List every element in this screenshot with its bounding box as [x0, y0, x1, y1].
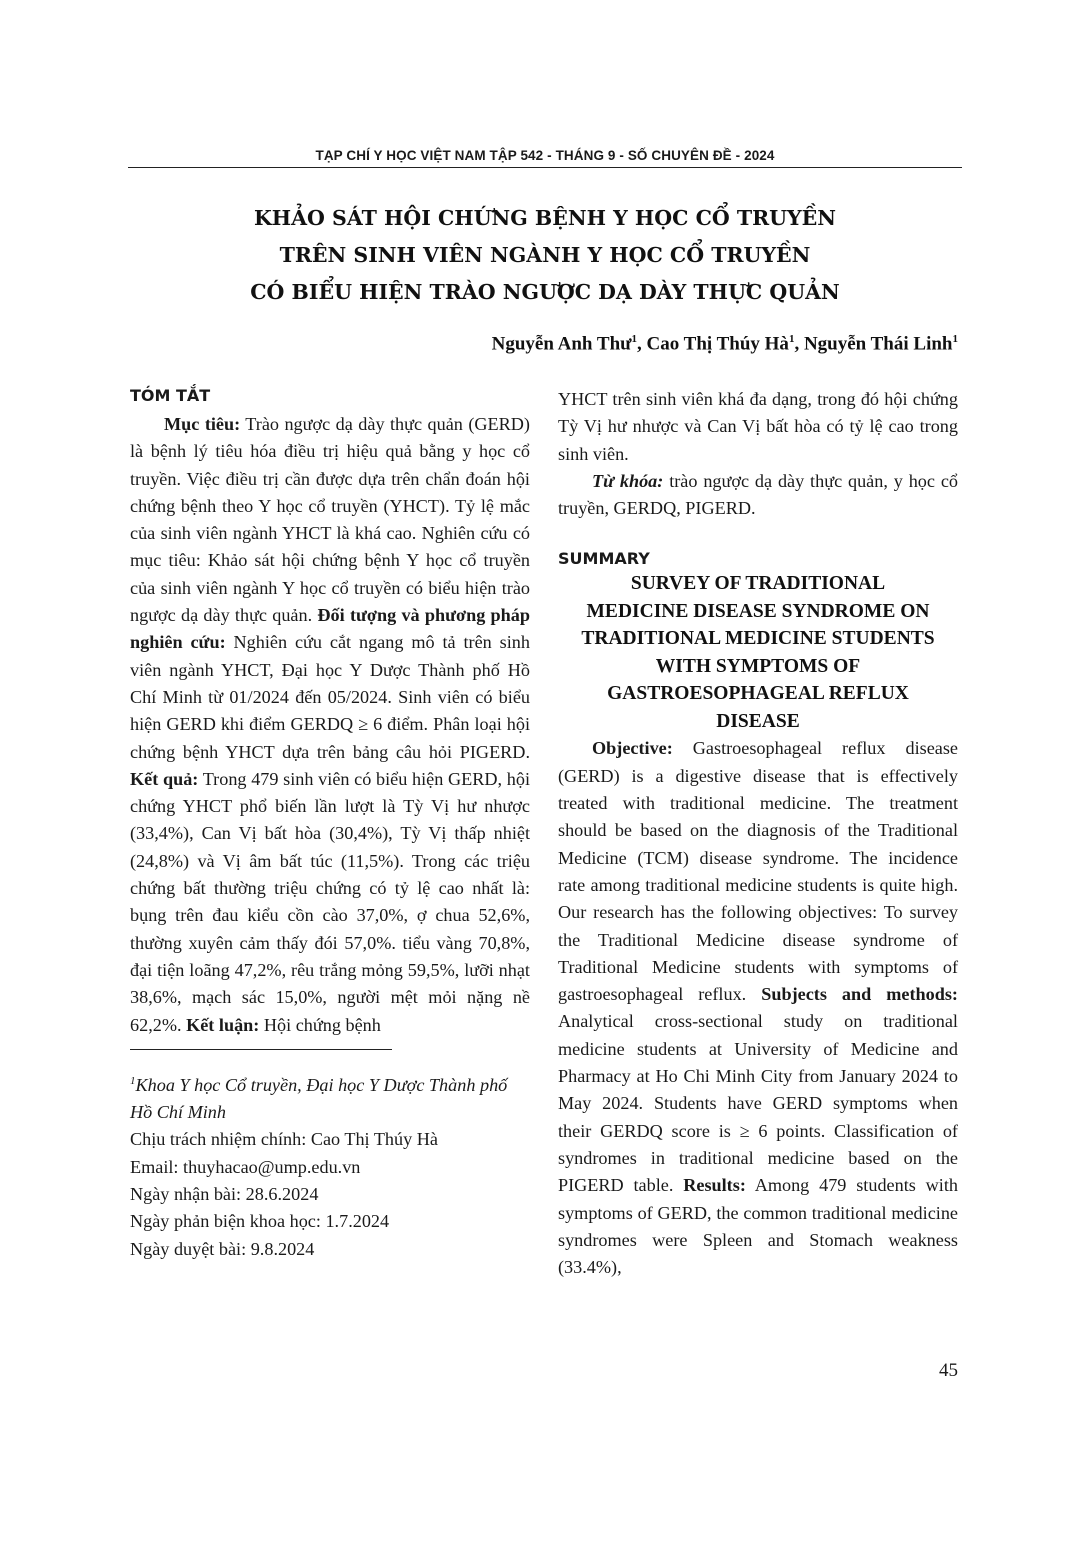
- author-separator: ,: [637, 333, 647, 355]
- email-line: Email: thuyhacao@ump.edu.vn: [130, 1156, 361, 1177]
- objective-label: Mục tiêu:: [164, 414, 241, 434]
- results-text: Trong 479 sinh viên có biểu hiện GERD, hội chứng YHCT phổ biến lần lượt là Tỳ Vị hư nhược (33,4%), Can Vị bất hòa (30,4%), Tỳ Vị thấp nhiệt (24,8%) và Vị âm bất túc (11,5%). Trong các triệu chứng bất thường triệu chứng có tỷ lệ cao nhất là: bụng trên đau kiểu cồn cào 37,0%, ợ chua 52,6%, thường xuyên cảm thấy đói 57,0%. tiểu vàng 70,8%, đại tiện loãng 47,2%, rêu trắng mỏng 59,5%, lưỡi nhạt 38,6%, mạch sác 15,0%, người mệt mỏi nặng nề 62,2%.: [130, 768, 530, 1035]
- footnote-rule: [130, 1049, 392, 1050]
- english-title: [558, 570, 958, 735]
- title-line-3: CÓ BIỂU HIỆN TRÀO NGƯỢC DẠ DÀY THỰC QUẢN: [250, 280, 840, 304]
- keywords-label: Từ khóa:: [592, 470, 664, 491]
- review-date: Ngày phản biện khoa học: 1.7.2024: [130, 1211, 390, 1232]
- running-head: TẠP CHÍ Y HỌC VIỆT NAM TẬP 542 - THÁNG 9 - SỐ CHUYÊN ĐỀ - 2024: [315, 148, 775, 163]
- right-column: [558, 386, 958, 1281]
- en-results-label: Results:: [683, 1175, 746, 1196]
- abstract-vi-heading: TÓM TẮT: [130, 386, 211, 405]
- en-objective-label: Objective:: [592, 738, 673, 759]
- author-name: Nguyễn Anh Thư: [491, 333, 632, 355]
- author-list: [492, 333, 958, 355]
- results-label: Kết quả:: [130, 768, 199, 789]
- author-affiliation-mark: 1: [788, 333, 795, 345]
- title-line-2: TRÊN SINH VIÊN NGÀNH Y HỌC CỔ TRUYỀN: [279, 243, 811, 267]
- en-methods-text: Analytical cross-sectional study on traditional medicine students at University of Medicine and Pharmacy at Ho Chi Minh City from January 2024 to May 2024. Students have GERD symptoms when their GERDQ score is ≥ 6 points. Classification of syndromes in traditional medicine based on the PIGERD table.: [558, 1011, 958, 1196]
- left-column: [130, 386, 530, 1263]
- en-results-text: Among 479 students with symptoms of GERD, the common traditional medicine syndromes were Spleen and Stomach weakness (33.4%),: [558, 1175, 958, 1278]
- author-affiliation-mark: 1: [631, 333, 638, 345]
- author-separator: ,: [794, 333, 804, 355]
- en-title-line-1: SURVEY OF TRADITIONAL: [630, 573, 886, 595]
- summary-heading: SUMMARY: [558, 549, 650, 569]
- affiliation-text: Khoa Y học Cổ truyền, Đại học Y Dược Thành phố Hồ Chí Minh: [130, 1074, 508, 1123]
- en-title-line-2: MEDICINE DISEASE SYNDROME ON: [586, 600, 930, 622]
- methods-label: Đối tượng và phương pháp nghiên cứu:: [130, 605, 530, 653]
- en-title-line-4: WITH SYMPTOMS OF: [655, 655, 861, 677]
- header-rule: [128, 167, 962, 168]
- affiliation-mark: 1: [130, 1074, 136, 1087]
- en-title-line-5: GASTROESOPHAGEAL REFLUX: [607, 683, 909, 705]
- en-title-line-6: DISEASE: [716, 710, 800, 732]
- author-name: Cao Thị Thúy Hà: [646, 333, 789, 355]
- objective-text: Trào ngược dạ dày thực quản (GERD) là bệnh lý tiêu hóa điều trị hiệu quả bằng y học cổ truyền. Việc điều trị cần được dựa trên chẩn đoán hội chứng bệnh theo Y học cổ truyền (YHCT). Tỷ lệ mắc của sinh viên ngành YHCT là khá cao. Nghiên cứu có mục tiêu: Khảo sát hội chứng bệnh Y học cổ truyền của sinh viên ngành Y học cổ truyền có biểu hiện trào ngược dạ dày thực quản.: [130, 414, 530, 626]
- en-methods-label: Subjects and methods:: [761, 984, 958, 1005]
- en-title-line-3: TRADITIONAL MEDICINE STUDENTS: [581, 628, 935, 650]
- conclusion-continued: YHCT trên sinh viên khá đa dạng, trong đó hội chứng Tỳ Vị hư nhược và Can Vị bất hòa có tỷ lệ cao trong sinh viên.: [558, 389, 958, 464]
- author-affiliation-mark: 1: [952, 333, 958, 345]
- conclusion-text-start: Hội chứng bệnh: [259, 1014, 381, 1035]
- keywords-text: trào ngược dạ dày thực quản, y học cổ truyền, GERDQ, PIGERD.: [558, 470, 958, 519]
- affiliation-footnote: [130, 1068, 530, 1127]
- conclusion-label: Kết luận:: [186, 1014, 260, 1035]
- summary-en-paragraph: [558, 735, 958, 1281]
- corresponding-author: Chịu trách nhiệm chính: Cao Thị Thúy Hà: [130, 1129, 438, 1150]
- accepted-date: Ngày duyệt bài: 9.8.2024: [130, 1238, 315, 1259]
- keywords-paragraph: [558, 468, 958, 523]
- article-title: [128, 200, 962, 311]
- title-line-1: KHẢO SÁT HỘI CHỨNG BỆNH Y HỌC CỔ TRUYỀN: [253, 206, 837, 230]
- methods-text: Nghiên cứu cắt ngang mô tả trên sinh viên ngành YHCT, Đại học Y Dược Thành phố Hồ Chí Minh từ 01/2024 đến 05/2024. Sinh viên có biểu hiện GERD khi điểm GERDQ ≥ 6 điểm. Phân loại hội chứng bệnh YHCT dựa trên bảng câu hỏi PIGERD.: [130, 632, 530, 762]
- author-name: Nguyễn Thái Linh: [803, 333, 953, 355]
- received-date: Ngày nhận bài: 28.6.2024: [130, 1184, 319, 1205]
- en-objective-text: Gastroesophageal reflux disease (GERD) is a digestive disease that is effectively treated with traditional medicine. The treatment should be based on the diagnosis of the Traditional Medicine (TCM) disease syndrome. The incidence rate among traditional medicine students is quite high. Our research has the following objectives: To survey the Traditional Medicine disease syndrome of Traditional Medicine students with symptoms of gastroesophageal reflux.: [558, 738, 958, 1005]
- abstract-vi-paragraph: [130, 411, 530, 1039]
- page-number: 45: [939, 1360, 958, 1381]
